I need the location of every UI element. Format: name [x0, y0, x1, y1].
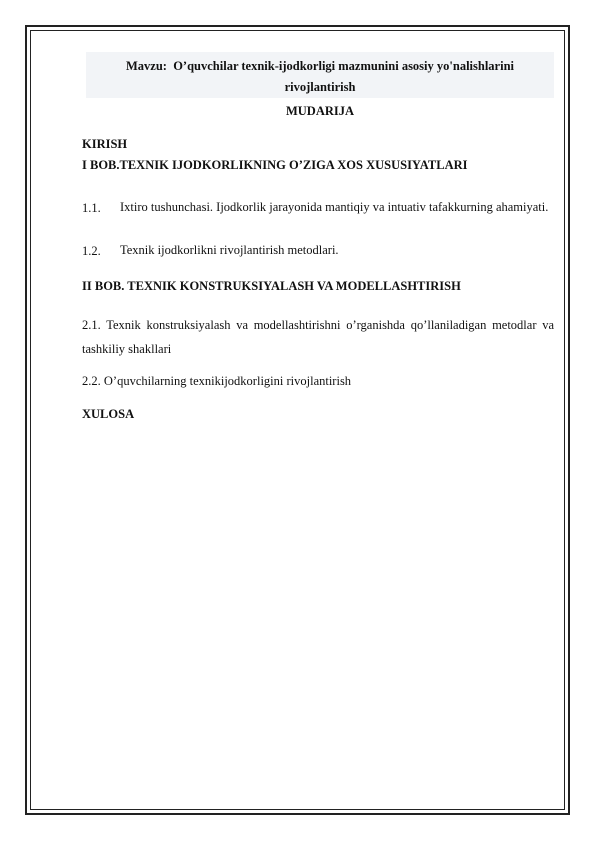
title-text-line1: O’quvchilar texnik-ijodkorligi mazmunini asosiy yo'nalishlarini [173, 59, 514, 73]
toc-chapter-2: II BOB. TEXNIK KONSTRUKSIYALASH VA MODELLASHTIRISH [82, 279, 461, 293]
toc-item-1-2-text: Texnik ijodkorlikni rivojlantirish metodlari. [120, 243, 339, 257]
toc-item-1-1-text: Ixtiro tushunchasi. Ijodkorlik jarayonida mantiqiy va intuativ tafakkurning ahamiyati. [120, 200, 549, 214]
toc-chapter-1: I BOB.TEXNIK IJODKORLIKNING O’ZIGA XOS XUSUSIYATLARI [82, 158, 468, 172]
toc-item-2-2: 2.2. O’quvchilarning texnikijodkorligini rivojlantirish [82, 374, 352, 388]
title-label: Mavzu: [125, 59, 167, 73]
toc-kirish: KIRISH [82, 137, 128, 151]
title-text-line2: rivojlantirish [284, 80, 356, 94]
toc-item-1-1-number: 1.1. [82, 201, 101, 215]
toc-item-2-1: 2.1. Texnik konstruksiyalash va modellashtirishni o’rganishda qo’llaniladigan metodlar va tashkiliy shakllari [82, 318, 554, 356]
document-title [86, 56, 554, 98]
toc-xulosa: XULOSA [82, 407, 135, 421]
toc-heading: MUDARIJA [285, 104, 355, 118]
toc-item-1-2-number: 1.2. [82, 244, 101, 258]
